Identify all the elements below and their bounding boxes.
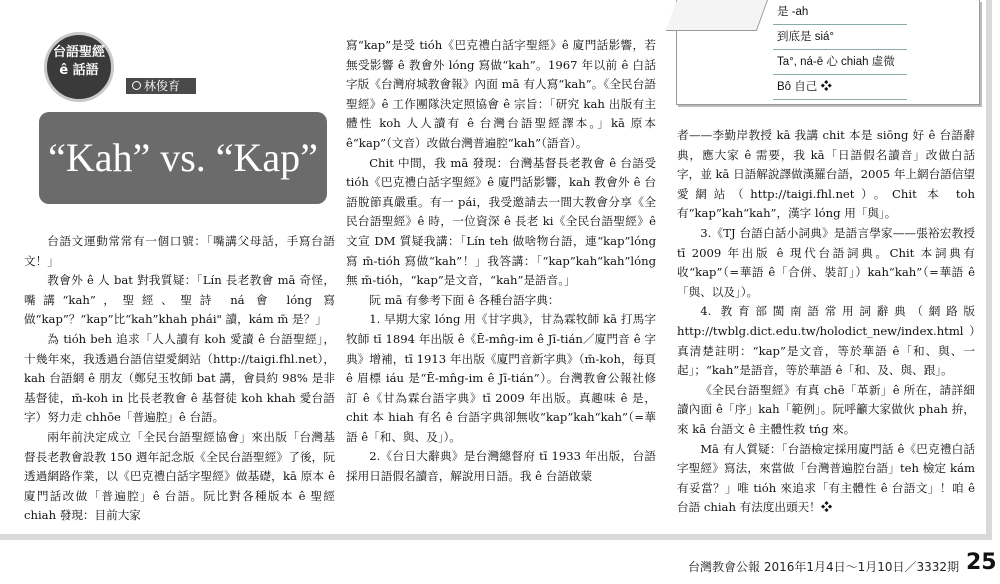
card-lines: [773, 0, 907, 100]
paragraph: 者——李勤岸教授 kā 我講 chit 本是 siōng 好 ê 台語辭典，應大家 ê 需要，我 kā「日語假名讀音」改做白話字，並 kā 日語解說譯做漢羅台語，2005 年上網台語信望愛網站（http://taigi.fhl.net）。Chit 本 toh 有“kap”kah“kah”，漢字 lóng 用「與」。: [677, 128, 975, 221]
card-line: 是 -ah: [773, 0, 907, 25]
note-card: [676, 0, 980, 105]
paragraph: Chit 中間，我 mā 發現：台灣基督長老教會 ê 台語受 tióh《巴克禮白話字聖經》ê 廈門話影響，kah 教會外 ê 台語脫節真嚴重。有一 pái，我受邀請去一間大教會分享《全民台語聖經》ê 時，一位資深 ê 長老 ki《全民台語聖經》ê 文宣 DM 質疑我講：「Lín teh 做啥物台語，連“kap”lóng 寫 m̄-tióh 寫做“kah”！」我答講：「“kap”kah“kah”lóng 無 m̄-tióh，“kap”是文音，“kah”是語音。」: [346, 155, 656, 288]
paragraph: 3.《TJ 台語白話小詞典》是語言學家——張裕宏教授 tī 2009 年出版 ê 現代台語詞典。Chit 本詞典有收“kap”（=華語 ê「合併、裝訂」）kah“kah”（=華語 ê「與、以及」）。: [677, 225, 975, 299]
paragraph: 2.《台日大辭典》是台灣總督府 tī 1933 年出版，台語採用日語假名讀音，解說用日語。我 ê 台語啟蒙: [346, 449, 656, 484]
paragraph: 1. 早期大家 lóng 用《甘字典》，甘為霖牧師 kā 打馬字牧師 tī 1894 年出版 ê《Ē-mn̂g-im ê Jī-tián／廈門音 ê 字典》增補，tī 1913 年出版《廈門音新字典》（m̄-koh，每頁 ê 眉標 iáu 是“Ē-mn̂g-im ê Jī-tián”）。台灣教會公報社修訂 ê《甘為霖台語字典》tī 2009 年出版。真趣味 ê 是，chit 本 hiah 有名 ê 台語字典卻無收“kap”kah“kah”（=華語 ê「和、與、及」）。: [346, 312, 656, 444]
column-tag-line: ê 話語: [59, 63, 99, 78]
column-1: [24, 232, 335, 526]
column-tag-line: 台語聖經: [52, 45, 105, 60]
article-title: “Kah” vs. “Kap”: [39, 112, 327, 204]
paragraph: 寫“kap”是受 tióh《巴克禮白話字聖經》ê 廈門話影響，若無受影響 ê 教會外 lóng 寫做“kah”。1967 年以前 ê 白話字版《台灣府城教會報》內面 mā 有人寫“kah”。《全民台語聖經》ê 工作團隊決定照協會 ê 宗旨：「研究 kah 出版有主體性 koh 人人讀有 ê 台灣台語聖經譯本。」kā 原本 ê“kap”（文音）改做台灣普遍腔“kah”（語音）。: [346, 38, 656, 150]
paragraph: 兩年前決定成立「全民台語聖經協會」來出版「台灣基督長老教會設教 150 週年記念版《全民台語聖經》了後，阮透過網路作業，以《巴克禮白話字聖經》做基礎，kā 原本 ê 廈門話改做「普遍腔」ê 台語。阮比對各種版本 ê 聖經 chiah 發現：目前大家: [24, 429, 335, 523]
paragraph: 阮 mā 有參考下面 ê 各種台語字典：: [369, 292, 560, 307]
page-number: 25: [966, 550, 997, 575]
column-3: [677, 126, 975, 518]
card-line: 到底是 siá°: [773, 25, 907, 50]
paragraph: 台語文運動常常有一個口號：「嘴講父母話，手寫台語文！」: [24, 234, 335, 268]
publication-info: 台灣教會公報 2016年1月4日～1月10日／3332期: [688, 560, 960, 574]
card-line: Bô 自己 ❖: [773, 75, 907, 100]
column-2: [346, 36, 656, 487]
paragraph: 為 tióh beh 追求「人人讀有 koh 愛讀 ê 台語聖經」，十幾年來，我透過台語信望愛網站（http://taigi.fhl.net），kah 台語網 ê 朋友（鄭兒玉牧師 bat 講，會員約 98% 是非基督徒，m̄-koh in 比長老教會 ê 基督徒 koh khah 愛台語字）努力走 chhōe「普遍腔」ê 台語。: [24, 331, 335, 425]
card-fold: [666, 0, 768, 31]
paragraph: Mā 有人質疑：「台語檢定採用廈門話 ê《巴克禮白話字聖經》寫法，來當做「台灣普遍腔台語」teh 檢定 kám 有妥當？」唯 tióh 來追求「有主體性 ê 台語文」！咱 ê 台語 chiah 有法度出頭天！❖: [677, 441, 975, 515]
paragraph: 4. 教育部閩南語常用詞辭典（網路版 http://twblg.dict.edu.tw/holodict_new/index.html）真清楚註明：“kap”是文音，等於華語 ê「和、與、一起」；“kah”是語音，等於華語 ê「和、及、與、跟」。: [677, 304, 975, 378]
bullet-icon: [132, 81, 141, 90]
paragraph: 《全民台語聖經》有真 chē「革新」ê 所在，請詳細讀內面 ê「序」kah「範例」。阮呼籲大家做伙 phah 拚，來 kā 台語文 ê 主體性救 tńg 來。: [677, 382, 975, 436]
card-line: Ta°, ná-ē 心 chiah 虛微: [773, 50, 907, 75]
column-tag: [44, 44, 114, 80]
page-footer: [0, 546, 1000, 584]
author-badge: [126, 78, 196, 94]
paragraph: 教會外 ê 人 bat 對我質疑：「Lín 長老教會 mā 奇怪，嘴講“kah”，聖經、聖詩 ná 會 lóng 寫做“kap”？“kap”比“kah”khah phái" 讀，kám m̄ 是？」: [24, 273, 335, 327]
author-name: 林俊育: [144, 79, 181, 93]
